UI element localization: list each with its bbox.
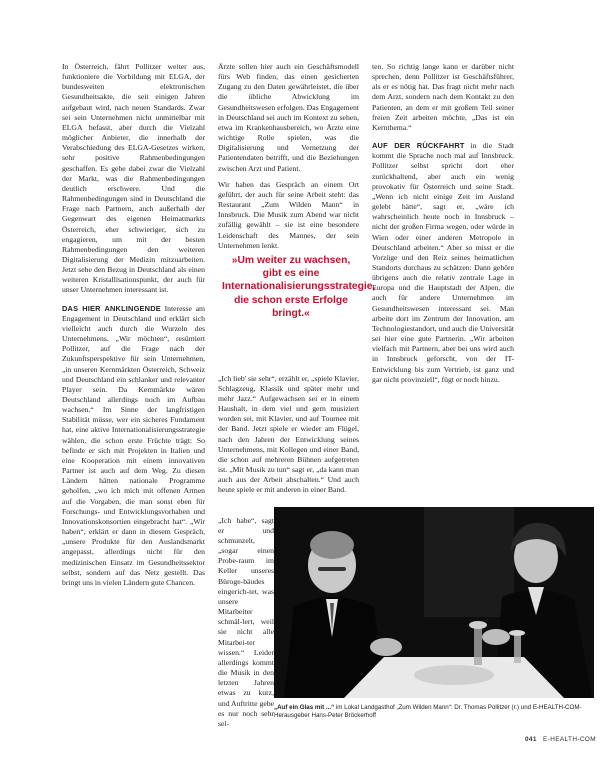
section-lead-col3: AUF DER RÜCKFAHRT <box>372 141 465 151</box>
paragraph-col2-narrow: „Ich habe“, sagt er und schmunzelt, „sogar einen Probe-raum im Keller unseres Büroge-bäudes eingerich-tet, was unsere Mitarbeiter schmäl-lert, weil sie nicht alle Mitarbei-ter wissen.“ Leider allerdings kommt die Musik in den letzten Jahren etwas zu kurz, und Auftritte gebe es nur noch sehr sel- <box>218 515 274 728</box>
section-body-col3: in die Stadt kommt die Sprache noch mal auf Innsbruck. Pollitzer selbst spricht dort eher zurückhaltend, aber auch ein wenig provokativ für Österreich und seine Stadt. „Wenn ich nicht einige Zeit im Ausland gelebt hätte“, sagt er, „wäre ich wahrscheinlich heute noch in Innsbruck – nicht der großen Firma wegen, oder würde in Wien oder einer anderen Metropole in Deutschland arbeiten.“ Aber so misst er die Vorzüge und den Reiz seines heimatlichen Standorts durchaus zu schätzen: Dann gehöre übrigens auch die relativ zentrale Lage in Europa und die Hauptstadt der Alpen, die auch für andere Unternehmen im Gesundheitswesen interessant sei. Man arbeite dort im Zentrum der Innovation, am Technologiestandort, und auch die Universität sei hier eine gute Partnerin. „Wir arbeiten vielfach mit Partnern, aber bei uns wird auch in Innsbruck geforscht, von der IT-Entwicklung bis zum Vertrieb, ist ganz und gar nicht provinziell“, fügt er noch hinzu. <box>372 141 514 384</box>
page-footer <box>525 736 596 743</box>
paragraph-col2-music: „Ich lieb' sie sehr“, erzählt er, „spiele Klavier, Schlagzeug, Klassik und später mehr und mehr Jazz.“ Aufgewachsen sei er in einem Haushalt, in dem viel und gern musiziert worden sei, mit Klavier, und auf Tournee mit der Band. Jetzt spiele er wieder am Flügel, nach den Jahren der Entwicklung seines Unternehmens, mit Kollegen und einer Band, die schon auf mehreren Bühnen aufgetreten ist. „Mit Musik zu tun“ sagt er, „da kann man auch aus der Arbeit abschalten.“ Und auch heute spiele er mit anderen in einer Band. <box>218 373 359 495</box>
photo-illustration <box>274 507 594 698</box>
magazine-brand: E-HEALTH-COM <box>543 736 596 743</box>
quote-open-mark: » <box>231 255 238 266</box>
section-body: Interesse am Engagement in Deutschland und erklärt sich vielleicht auch durch die Wurzeln des Unternehmens. „Wir möchten“, resümiert Pollitzer, auf die Frage nach der Zukunftsperspektive für sein Unternehmen, „in unseren Kernmärkten Österreich, Schweiz und Deutschland ein schlanker und relevanter Player sein. Da Kernmärkte wären Deutschland allerdings noch im Aufbau wachsen.“ Im Sinne der langfristigen Stabilität müsse, wer ein sicheres Fundament hat, eine aktive Internationalisierungsstrategie wählen, die schon erste Früchte trägt: So befinde er sich mit Projekten in Italien und eine Kooperation mit einem innovativen Partner ist auch auf dem Weg. Zu diesen Ländern hätten nationale Programme geholfen, „wo ich mich mit offenen Armen auf die Vorgaben, die man sonst eben für Forschungs- und Entwicklungsvorhaben und Innovationskonsortien eingebracht hat“. „Wir haben“, erklärt er dann in diesem Gespräch, „unsere Produkte für den Auslandsmarkt angepasst, allerdings nicht für den medizinischen Einsatz im Gesundheitssektor selbst, sondern auf das Netz gestellt. Das bringt uns in vielen Ländern gute Chancen. <box>62 303 206 587</box>
pull-quote-text: Um weiter zu wachsen, gibt es eine Internationalisierungsstrategie, die schon erste Erfolge bringt. <box>222 255 376 319</box>
photo-caption <box>274 704 594 720</box>
quote-close-mark: « <box>304 307 310 319</box>
section-lead: DAS HIER ANKLINGENDE <box>62 303 161 313</box>
paragraph-intro: In Österreich, fährt Pollitzer weiter aus, funktioniere die Vorbildung mit ELGA, der bundesweiten elektronischen Gesundheitsakte, die seit einigen Jahren aufgebaut wird, nach neuen Standards. Zwar sei sein Unternehmen nicht unmittelbar mit ELGA befasst, aber durch die Vielzahl möglicher Anbieter, die innerhalb der Verabschiedung des ELGA-Gesetzes wirken, sehr positive Rahmenbedingungen geschaffen. Es gebe dabei zwar die Vielzahl der Markt, was die Rahmenbedingungen deutlich erschwere. Und die Rahmenbedingungen sind in Deutschland die Frage nach Partnern, auch außerhalb der Gegenwart des eigenen Heimatmarkts Österreich, eher schwieriger, sich zu engagieren, um mit der besten Rahmenbedingungen den weiteren Digitalisierung der Medizin mitzuarbeiten. Jetzt sehe den Bezug in Deutschland als einen weiteren Kristallisationspunkt, der auch für unser Unternehmen interessant ist. <box>62 62 205 295</box>
caption-text: im Lokal Landgasthof „Zum Wilden Mann“: Dr. Thomas Pollitzer (r.) und E-HEALTH-COM-Herausgeber Hans-Peter Bröckerhoff <box>274 704 582 720</box>
paragraph-col2-top: Ärzte sollen hier auch ein Geschäftsmodell fürs Web finden, das einen gesicherten Zugang zu den Daten gewährleistet, die über die übliche Abwicklung im Gesundheitswesen erfolgen. Das Engagement in Deutschland sei auch im Kontext zu sehen, etwa im Krankenhausbereich, wo Ärzte eine wichtige Rolle spielen, was die Digitalisierung und Vernetzung der Patientendaten betrifft, und die Beziehungen zwischen Arzt und Patient. <box>218 62 359 173</box>
article-column-2-continued <box>218 366 359 503</box>
paragraph-col2-second: Wir haben das Gespräch an einem Ort geführt, der auch für seine Arbeit steht: das Restaurant „Zum Wilden Mann“ in Innsbruck. Die Musik zum Abend war nicht zufällig gewählt – sie ist eine besondere Leidenschaft des Mannes, der sein Unternehmen lenkt. <box>218 179 359 250</box>
article-column-3 <box>372 62 514 385</box>
article-column-1 <box>62 62 205 588</box>
paragraph-section <box>62 304 205 588</box>
article-column-2-narrow <box>218 508 274 737</box>
paragraph-col3-top: ten. So richtig lange kann er darüber nicht sprechen, denn Pollitzer ist Geschäftsführer, als er es nötig hat. Das fragt nicht mehr nach dem Arzt, sondern nach dem Kontakt zu den Patienten, an dem er mit großem Teil seiner freien Zeit arbeiten möchte, „Das ist ein Kernthema.“ <box>372 62 514 132</box>
caption-lead: „Auf ein Glas mit ...“ <box>274 704 335 711</box>
interview-photo <box>274 507 594 698</box>
article-column-2 <box>218 62 359 251</box>
page-number: 041 <box>524 736 537 743</box>
pull-quote <box>222 254 376 320</box>
paragraph-col3-section <box>372 141 514 385</box>
